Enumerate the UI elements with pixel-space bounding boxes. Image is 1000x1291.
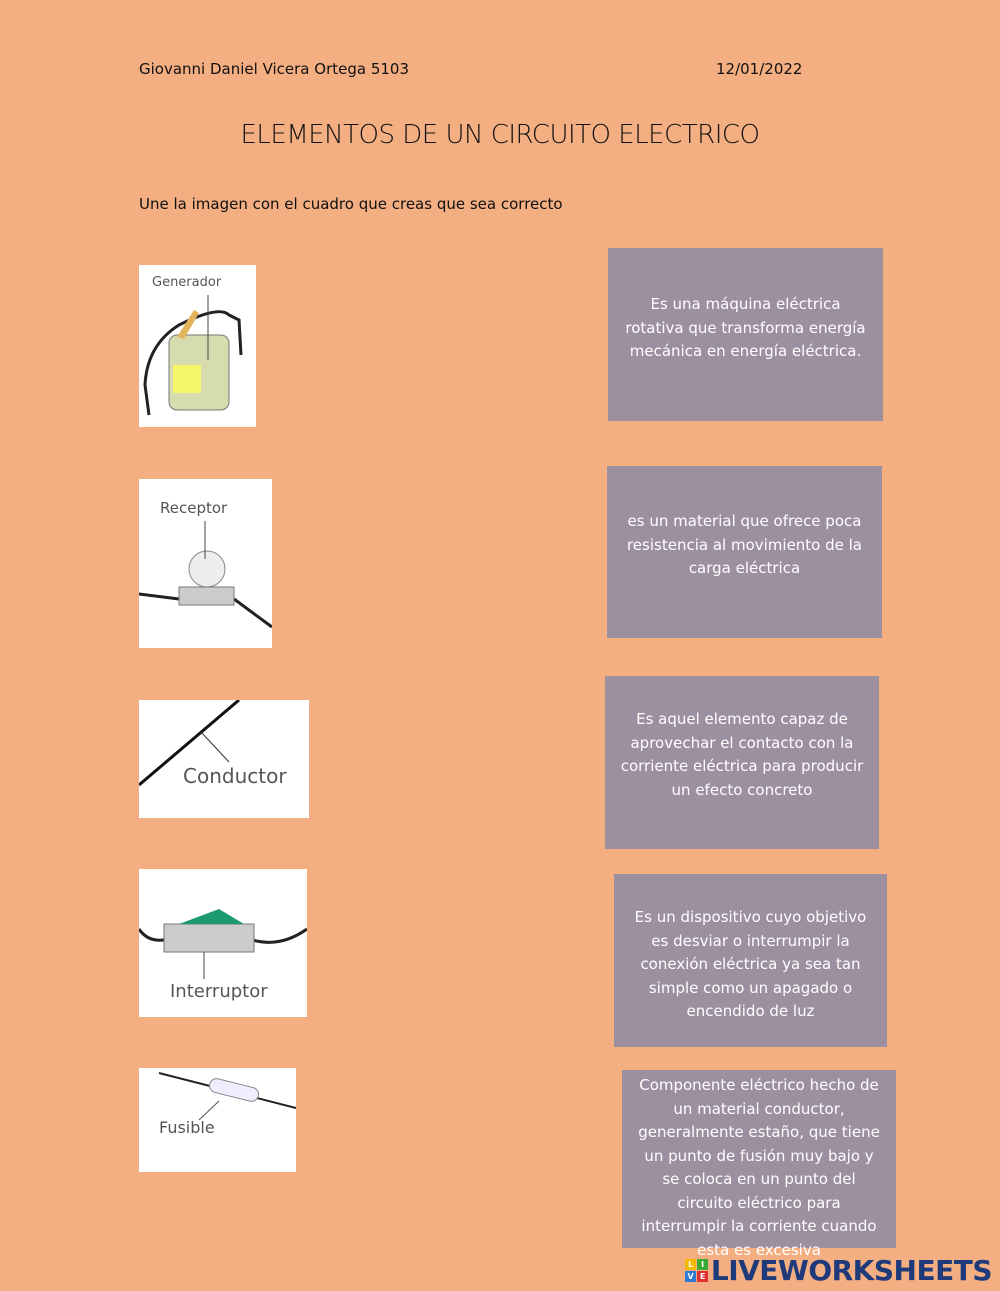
logo-icon: L I V E [685, 1259, 708, 1282]
image-label: Receptor [160, 499, 228, 517]
date: 12/01/2022 [716, 60, 803, 78]
definition-box[interactable] [622, 1070, 896, 1259]
definition-box[interactable] [605, 676, 879, 849]
logo-text: LIVEWORKSHEETS [710, 1254, 992, 1287]
image-label: Fusible [159, 1118, 215, 1137]
fusible-image[interactable] [139, 1068, 296, 1172]
instruction: Une la imagen con el cuadro que creas que sea correcto [139, 195, 563, 213]
definition-text: Es aquel elemento capaz de aprovechar el contacto con la corriente eléctrica para producir un efecto concreto [620, 710, 864, 799]
image-label: Interruptor [170, 981, 268, 1002]
page-title: ELEMENTOS DE UN CIRCUITO ELECTRICO [240, 120, 760, 150]
definition-text: Es una máquina eléctrica rotativa que transforma energía mecánica en energía eléctrica. [625, 295, 866, 360]
definition-box[interactable] [614, 874, 887, 1047]
definition-box[interactable] [608, 248, 883, 421]
generator-image[interactable] [139, 265, 256, 427]
definition-text: Es un dispositivo cuyo objetivo es desviar o interrumpir la conexión eléctrica ya sea tan simple como un apagado o encendido de luz [634, 908, 867, 1020]
definition-box[interactable] [607, 466, 882, 638]
conductor-image[interactable] [139, 700, 309, 818]
definition-text: Componente eléctrico hecho de un material conductor, generalmente estaño, que tiene un punto de fusión muy bajo y se coloca en un punto del circuito eléctrico para interrumpir la corriente cuando esta es excesiva [638, 1076, 880, 1259]
image-label: Generador [152, 275, 222, 290]
author-name: Giovanni Daniel Vicera Ortega 5103 [139, 60, 410, 78]
receptor-image[interactable] [139, 479, 272, 648]
image-label: Conductor [183, 764, 287, 788]
definition-text: es un material que ofrece poca resistencia al movimiento de la carga eléctrica [626, 512, 863, 577]
liveworksheets-logo [685, 1254, 992, 1287]
interruptor-image[interactable] [139, 869, 307, 1017]
